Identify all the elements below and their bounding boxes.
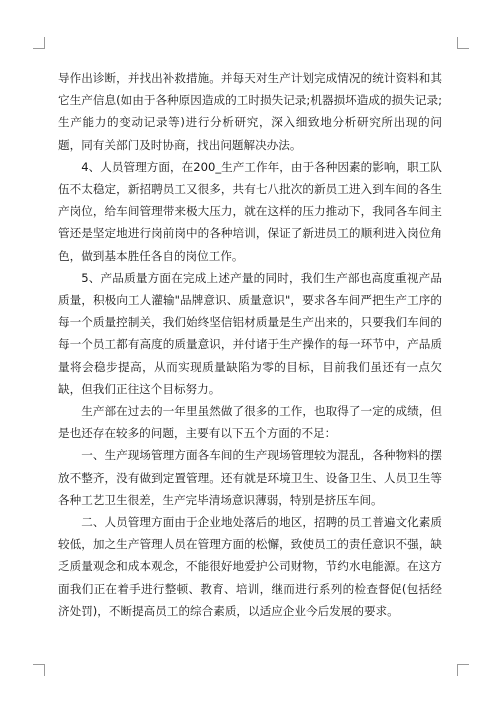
crop-mark-top-left <box>33 37 45 49</box>
crop-mark-bottom-left <box>33 664 45 676</box>
crop-mark-top-right <box>457 37 469 49</box>
crop-mark-bottom-right <box>457 664 469 676</box>
document-body <box>58 67 442 622</box>
paragraph-staff-management: 二、人员管理方面由于企业地处落后的地区，招聘的员工普遍文化素质较低，加之生产管理人员在管理方面的松懈，致使员工的责任意识不强，缺乏质量观念和成本观念，不能很好地爱护公司财物，节约水电能源。在这方面我们正在着手进行整顿、教育、培训，继而进行系列的检查督促(包括经济处罚)，不断提高员工的综合素质，以适应企业今后发展的要求。 <box>58 515 442 618</box>
paragraph-personnel-management: 4、人员管理方面，在200_生产工作年，由于各种因素的影响，职工队伍不太稳定，新招聘员工又很多，共有七八批次的新员工进入到车间的各生产岗位，给车间管理带来极大压力，就在这样的压力推动下，我同各车间主管还是坚定地进行岗前岗中的各种培训，保证了新进员工的顺利进入岗位角色，做到基本胜任各自的岗位工作。 <box>58 159 442 263</box>
paragraph-continuation: 导作出诊断，并找出补救措施。并每天对生产计划完成情况的统计资料和其它生产信息(如由于各种原因造成的工时损失记录;机器损坏造成的损失记录;生产能力的变动记录等)进行分析研究，深入细致地分析研究所出现的问题，同有关部门及时协商，找出问题解决办法。 <box>58 71 442 152</box>
paragraph-product-quality: 5、产品质量方面在完成上述产量的同时，我们生产部也高度重视产品质量，积极向工人灌输"品牌意识、质量意识"，要求各车间严把生产工序的每一个质量控制关，我们始终坚信铝材质量是生产出来的，只要我们车间的每一个员工都有高度的质量意识，并付诸于生产操作的每一环节中，产品质量将会稳步提高，从而实现质量缺陷为零的目标，目前我们虽还有一点欠缺，但我们正往这个目标努力。 <box>58 270 442 396</box>
paragraph-site-management: 一、生产现场管理方面各车间的生产现场管理较为混乱，各种物料的摆放不整齐，没有做到定置管理。还有就是环境卫生、设备卫生、人员卫生等各种工艺卫生很差，生产完毕清场意识薄弱，特别是挤压车间。 <box>58 448 442 507</box>
paragraph-shortcomings-intro: 生产部在过去的一年里虽然做了很多的工作，也取得了一定的成绩，但是也还存在较多的问题，主要有以下五个方面的不足： <box>58 404 442 441</box>
